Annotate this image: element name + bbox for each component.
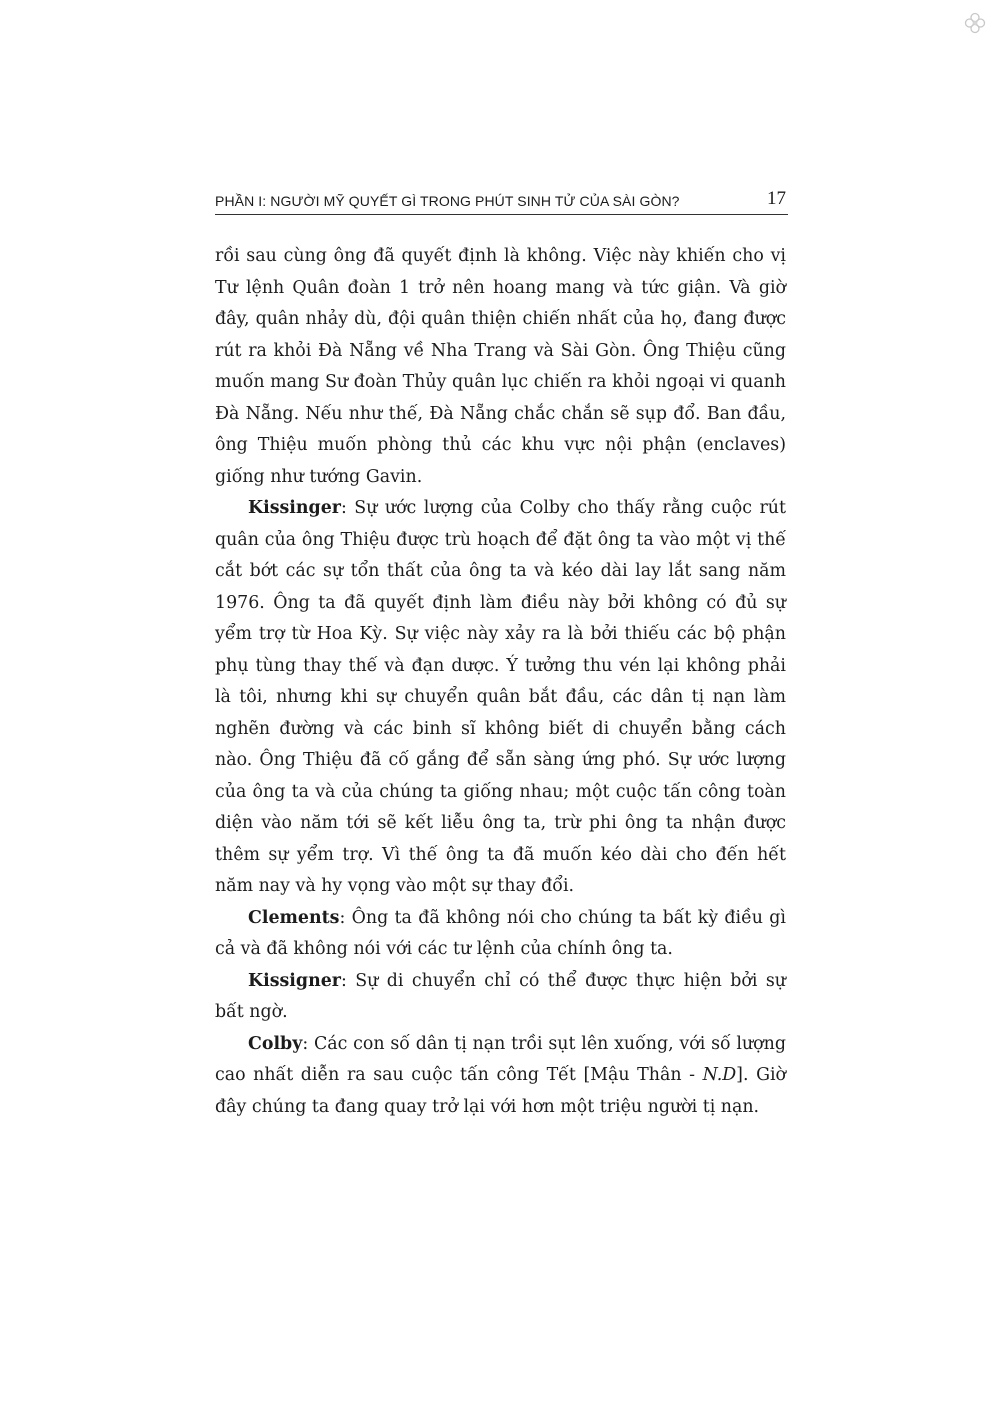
flower-watermark-icon bbox=[964, 12, 986, 34]
paragraph-text: ]. Giờ đây chúng ta đang quay trở lại với hơn một triệu người tị nạn. bbox=[215, 1065, 786, 1117]
speaker-name: Colby bbox=[248, 1033, 303, 1054]
paragraph bbox=[215, 966, 786, 1029]
paragraph bbox=[215, 1029, 786, 1124]
editor-note: N.D bbox=[702, 1065, 737, 1085]
paragraph-text: : Sự di chuyển chỉ có thể được thực hiện bởi sự bất ngờ. bbox=[215, 970, 786, 1022]
header-title: PHẦN I: NGƯỜI MỸ QUYẾT GÌ TRONG PHÚT SINH TỬ CỦA SÀI GÒN? bbox=[215, 193, 680, 209]
page-number: 17 bbox=[767, 188, 786, 209]
paragraph-text: : Ông ta đã không nói cho chúng ta bất kỳ điều gì cả và đã không nói với các tư lệnh của chính ông ta. bbox=[215, 907, 786, 959]
paragraph bbox=[215, 493, 786, 903]
paragraph-text: : Sự ước lượng của Colby cho thấy rằng cuộc rút quân của ông Thiệu được trù hoạch để đặt ông ta vào một vị thế cắt bớt các sự tổn thất của ông ta và kéo dài lay lắt sang năm 1976. Ông ta đã quyết định làm điều này bởi không có đủ sự yểm trợ từ Hoa Kỳ. Sự việc này xảy ra là bởi thiếu các bộ phận phụ tùng thay thế và đạn dược. Ý tưởng thu vén lại không phải là tôi, nhưng khi sự chuyển quân bắt đầu, các dân tị nạn làm nghẽn đường và các binh sĩ không biết di chuyển bằng cách nào. Ông Thiệu đã cố gắng để sẵn sàng ứng phó. Sự ước lượng của ông ta và của chúng ta giống nhau; một cuộc tấn công toàn diện vào năm tới sẽ kết liễu ông ta, trừ phi ông ta nhận được thêm sự yểm trợ. Vì thế ông ta đã muốn kéo dài cho đến hết năm nay và hy vọng vào một sự thay đổi. bbox=[215, 498, 786, 896]
paragraph bbox=[215, 241, 786, 493]
paragraph-text: : Các con số dân tị nạn trồi sụt lên xuống, với số lượng cao nhất diễn ra sau cuộc tấn công Tết [Mậu Thân - bbox=[215, 1033, 786, 1085]
speaker-name: Clements bbox=[248, 907, 340, 928]
paragraph-text: rồi sau cùng ông đã quyết định là không. Việc này khiến cho vị Tư lệnh Quân đoàn 1 trở nên hoang mang và tức giận. Và giờ đây, quân nhảy dù, đội quân thiện chiến nhất của họ, đang được rút ra khỏi Đà Nẵng về Nha Trang và Sài Gòn. Ông Thiệu cũng muốn mang Sư đoàn Thủy quân lục chiến ra khỏi ngoại vi quanh Đà Nẵng. Nếu như thế, Đà Nẵng chắc chắn sẽ sụp đổ. Ban đầu, ông Thiệu muốn phòng thủ các khu vực nội phận (enclaves) giống như tướng Gavin. bbox=[215, 246, 786, 487]
running-header bbox=[215, 188, 788, 215]
paragraph bbox=[215, 903, 786, 966]
speaker-name: Kissigner bbox=[248, 970, 341, 991]
speaker-name: Kissinger bbox=[248, 498, 341, 518]
body-text bbox=[215, 241, 786, 1123]
